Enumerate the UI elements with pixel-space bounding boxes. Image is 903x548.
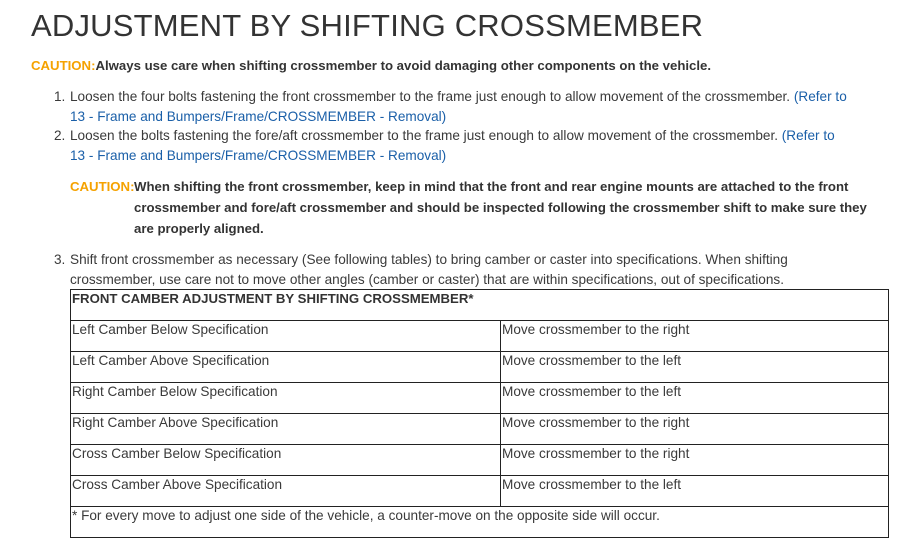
action-cell: Move crossmember to the right [501,445,889,476]
condition-cell: Left Camber Below Specification [71,321,501,352]
step-text: Loosen the four bolts fastening the front crossmember to the frame just enough to allow movement of the crossmember. [70,89,791,104]
refer-link[interactable]: (Refer to [781,128,835,143]
caution-text: Always use care when shifting crossmember to avoid damaging other components on the vehicle. [95,58,712,73]
caution-line: crossmember and fore/aft crossmember and should be inspected following the crossmember shift to make sure they [134,200,867,215]
table-footnote-row [71,507,889,538]
action-cell: Move crossmember to the left [501,383,889,414]
table-row [71,352,889,383]
camber-table [70,289,889,538]
table-footnote: * For every move to adjust one side of the vehicle, a counter-move on the opposite side will occur. [71,507,889,538]
step-number: 3. [54,252,66,267]
page-title: ADJUSTMENT BY SHIFTING CROSSMEMBER [31,8,704,43]
condition-cell: Cross Camber Below Specification [71,445,501,476]
table-header: FRONT CAMBER ADJUSTMENT BY SHIFTING CROSSMEMBER* [71,290,889,321]
caution-label: CAUTION: [70,179,135,194]
condition-cell: Right Camber Above Specification [71,414,501,445]
table-row [71,414,889,445]
caution-label: CAUTION: [31,58,96,73]
refer-link[interactable]: 13 - Frame and Bumpers/Frame/CROSSMEMBER - Removal) [70,109,447,124]
table-header-row [71,290,889,321]
step-text: Shift front crossmember as necessary (See following tables) to bring camber or caster into specifications. When shifting [70,252,788,267]
action-cell: Move crossmember to the left [501,352,889,383]
condition-cell: Cross Camber Above Specification [71,476,501,507]
table-row [71,321,889,352]
caution-line: are properly aligned. [134,221,264,236]
step-text: crossmember, use care not to move other angles (camber or caster) that are within specifications, out of specifications. [70,272,784,287]
step-number: 2. [54,128,66,143]
table-row [71,445,889,476]
condition-cell: Right Camber Below Specification [71,383,501,414]
action-cell: Move crossmember to the left [501,476,889,507]
table-row [71,383,889,414]
step-number: 1. [54,89,66,104]
action-cell: Move crossmember to the right [501,414,889,445]
table-row [71,476,889,507]
caution-top [31,58,711,73]
refer-link[interactable]: 13 - Frame and Bumpers/Frame/CROSSMEMBER - Removal) [70,148,447,163]
caution-line: When shifting the front crossmember, keep in mind that the front and rear engine mounts are attached to the front [134,179,849,194]
action-cell: Move crossmember to the right [501,321,889,352]
condition-cell: Left Camber Above Specification [71,352,501,383]
step-text: Loosen the bolts fastening the fore/aft crossmember to the frame just enough to allow movement of the crossmember. [70,128,778,143]
refer-link[interactable]: (Refer to [793,89,847,104]
